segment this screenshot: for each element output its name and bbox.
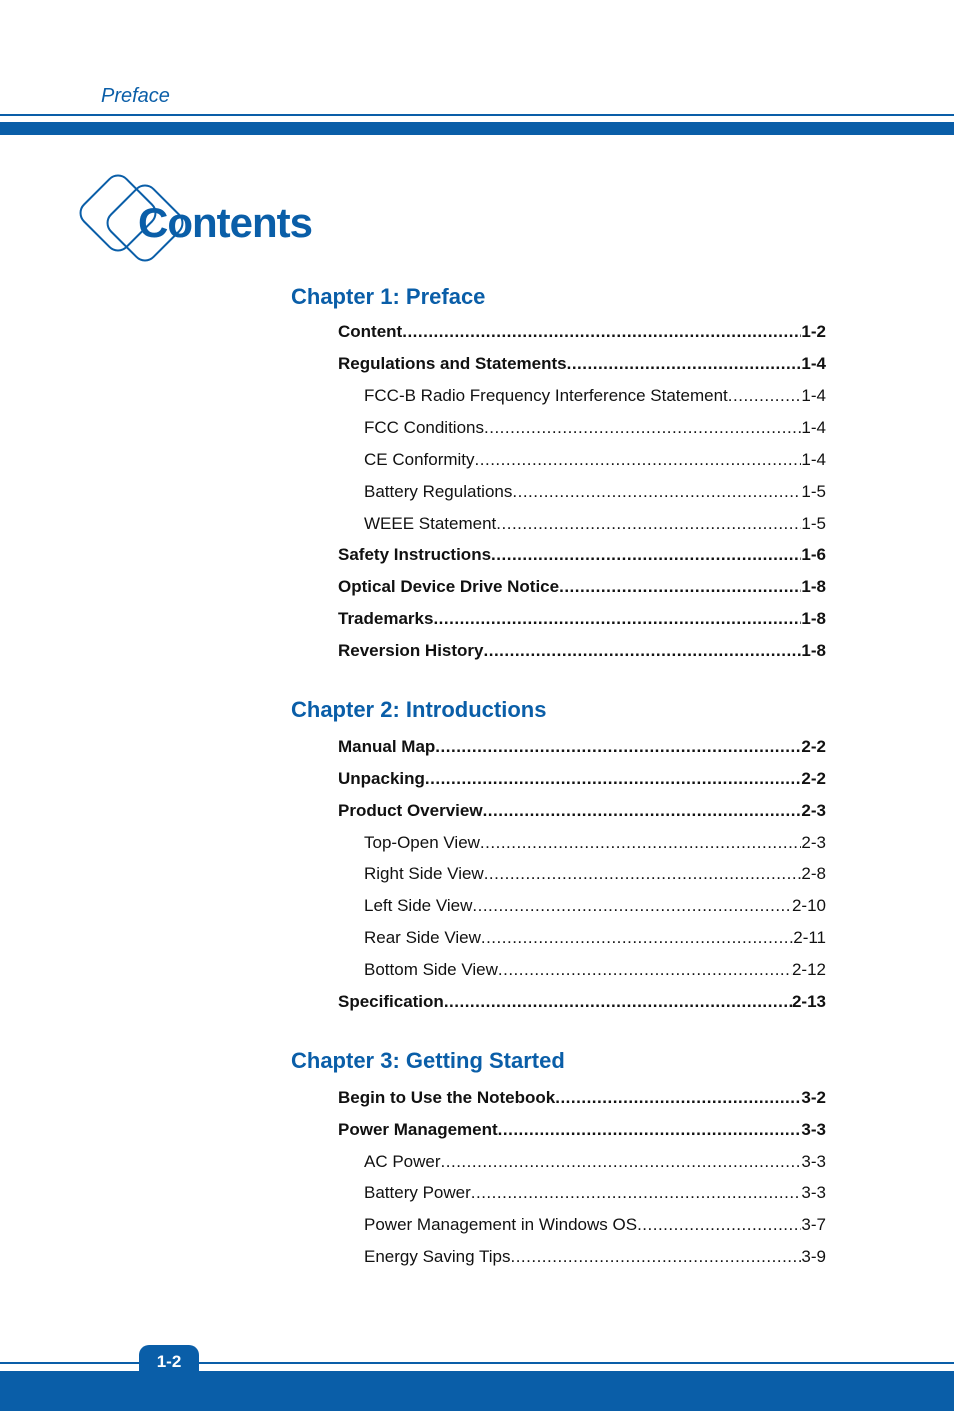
toc-entry[interactable]: Optical Device Drive Notice ..... 1-8 — [338, 577, 826, 597]
header-rule-thick — [0, 122, 954, 135]
toc-entry[interactable]: Reversion History ..... 1-8 — [338, 641, 826, 661]
toc-entry[interactable]: AC Power ..... 3-3 — [364, 1152, 826, 1172]
toc-entry[interactable]: Right Side View ..... 2-8 — [364, 864, 826, 884]
toc-entry[interactable]: Power Management ..... 3-3 — [338, 1120, 826, 1140]
toc-entry[interactable]: Product Overview ..... 2-3 — [338, 801, 826, 821]
toc-entry[interactable]: Power Management in Windows OS ..... 3-7 — [364, 1215, 826, 1235]
toc-entry[interactable]: FCC Conditions ..... 1-4 — [364, 418, 826, 438]
toc-entry[interactable]: Content ..... 1-2 — [338, 322, 826, 342]
running-header: Preface — [101, 85, 170, 107]
toc-entry[interactable]: Battery Power ..... 3-3 — [364, 1183, 826, 1203]
toc-entry[interactable]: FCC-B Radio Frequency Interference Statement ..... 1-4 — [364, 386, 826, 406]
toc-entry[interactable]: Bottom Side View ..... 2-12 — [364, 960, 826, 980]
toc-entry[interactable]: Energy Saving Tips ..... 3-9 — [364, 1247, 826, 1267]
toc-entry[interactable]: Regulations and Statements ..... 1-4 — [338, 354, 826, 374]
page-title: Contents — [138, 199, 312, 246]
toc-entry[interactable]: Manual Map ..... 2-2 — [338, 737, 826, 757]
toc-entry[interactable]: Trademarks ..... 1-8 — [338, 609, 826, 629]
chapter-heading[interactable]: Chapter 3: Getting Started — [291, 1048, 565, 1073]
toc-entry[interactable]: Top-Open View ..... 2-3 — [364, 833, 826, 853]
toc-entry[interactable]: Left Side View ..... 2-10 — [364, 896, 826, 916]
toc-entry[interactable]: CE Conformity ..... 1-4 — [364, 450, 826, 470]
toc-entry[interactable]: Specification ..... 2-13 — [338, 992, 826, 1012]
toc-entry[interactable]: Unpacking ..... 2-2 — [338, 769, 826, 789]
toc-entry[interactable]: Battery Regulations ..... 1-5 — [364, 482, 826, 502]
chapter-heading[interactable]: Chapter 1: Preface — [291, 284, 486, 309]
toc-entry[interactable]: Rear Side View ..... 2-11 — [364, 928, 826, 948]
toc-entry[interactable]: Begin to Use the Notebook ..... 3-2 — [338, 1088, 826, 1108]
header-rule-thin — [0, 114, 954, 116]
toc-entry[interactable]: WEEE Statement ..... 1-5 — [364, 514, 826, 534]
toc-entry[interactable]: Safety Instructions ..... 1-6 — [338, 545, 826, 565]
chapter-heading[interactable]: Chapter 2: Introductions — [291, 697, 547, 722]
page-number: 1-2 — [156, 1352, 182, 1371]
